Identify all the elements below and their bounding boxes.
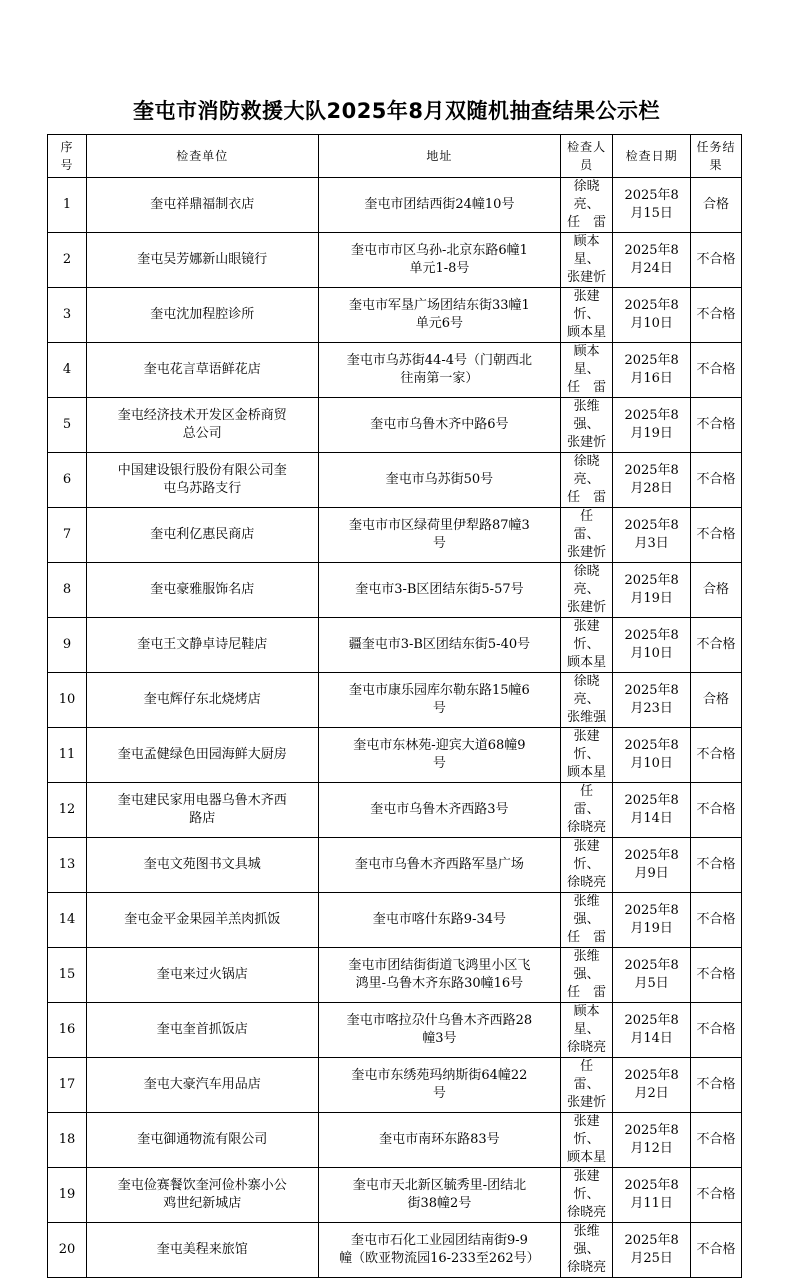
- cell-unit: 奎屯大豪汽车用品店: [86, 1058, 318, 1113]
- cell-unit: 奎屯金平金果园羊羔肉抓饭: [86, 893, 318, 948]
- cell-date: 2025年8 月9日: [613, 838, 691, 893]
- cell-inspectors: 徐晓亮、 任 雷: [561, 178, 613, 233]
- cell-inspectors: 任 雷、 张建忻: [561, 508, 613, 563]
- cell-no: 12: [48, 783, 87, 838]
- cell-unit: 中国建设银行股份有限公司奎 屯乌苏路支行: [86, 453, 318, 508]
- cell-unit: 奎屯利亿惠民商店: [86, 508, 318, 563]
- cell-unit: 奎屯奎首抓饭店: [86, 1003, 318, 1058]
- cell-no: 1: [48, 178, 87, 233]
- cell-date: 2025年8 月14日: [613, 783, 691, 838]
- cell-no: 4: [48, 343, 87, 398]
- table-row: [48, 728, 742, 783]
- table-row: [48, 783, 742, 838]
- page-title: 奎屯市消防救援大队2025年8月双随机抽查结果公示栏: [132, 99, 661, 123]
- cell-date: 2025年8 月19日: [613, 893, 691, 948]
- cell-result: 不合格: [691, 948, 742, 1003]
- cell-address: 奎屯市康乐园库尔勒东路15幢6 号: [318, 673, 561, 728]
- cell-unit: 奎屯辉仔东北烧烤店: [86, 673, 318, 728]
- header-no: 序 号: [48, 135, 87, 178]
- cell-address: 奎屯市团结街街道飞鸿里小区飞 鸿里-乌鲁木齐东路30幢16号: [318, 948, 561, 1003]
- cell-date: 2025年8 月10日: [613, 728, 691, 783]
- cell-result: 合格: [691, 563, 742, 618]
- table-row: [48, 508, 742, 563]
- cell-address: 奎屯市市区绿荷里伊犁路87幢3 号: [318, 508, 561, 563]
- cell-no: 11: [48, 728, 87, 783]
- cell-address: 奎屯市乌鲁木齐中路6号: [318, 398, 561, 453]
- cell-result: 不合格: [691, 1003, 742, 1058]
- header-address: 地址: [318, 135, 561, 178]
- cell-date: 2025年8 月25日: [613, 1223, 691, 1278]
- cell-date: 2025年8 月3日: [613, 508, 691, 563]
- cell-no: 6: [48, 453, 87, 508]
- cell-inspectors: 徐晓亮、 张维强: [561, 673, 613, 728]
- cell-unit: 奎屯文苑图书文具城: [86, 838, 318, 893]
- header-inspectors: 检查人 员: [561, 135, 613, 178]
- cell-result: 不合格: [691, 893, 742, 948]
- cell-address: 奎屯市天北新区毓秀里-团结北 街38幢2号: [318, 1168, 561, 1223]
- cell-address: 奎屯市东林苑-迎宾大道68幢9 号: [318, 728, 561, 783]
- cell-inspectors: 顾本星、 张建忻: [561, 233, 613, 288]
- table-row: [48, 1113, 742, 1168]
- cell-inspectors: 张建忻、 顾本星: [561, 288, 613, 343]
- cell-unit: 奎屯沈加程腔诊所: [86, 288, 318, 343]
- table-row: [48, 838, 742, 893]
- table-header-row: [48, 135, 742, 178]
- table-row: [48, 178, 742, 233]
- cell-result: 不合格: [691, 233, 742, 288]
- cell-address: 奎屯市3-B区团结东街5-57号: [318, 563, 561, 618]
- cell-no: 14: [48, 893, 87, 948]
- cell-unit: 奎屯吴芳娜新山眼镜行: [86, 233, 318, 288]
- cell-unit: 奎屯豪雅服饰名店: [86, 563, 318, 618]
- cell-no: 18: [48, 1113, 87, 1168]
- cell-address: 奎屯市乌鲁木齐西路军垦广场: [318, 838, 561, 893]
- cell-no: 3: [48, 288, 87, 343]
- cell-no: 16: [48, 1003, 87, 1058]
- table-row: [48, 893, 742, 948]
- cell-inspectors: 张建忻、 顾本星: [561, 1113, 613, 1168]
- cell-result: 不合格: [691, 398, 742, 453]
- cell-date: 2025年8 月24日: [613, 233, 691, 288]
- table-row: [48, 288, 742, 343]
- cell-no: 20: [48, 1223, 87, 1278]
- cell-result: 不合格: [691, 838, 742, 893]
- cell-no: 10: [48, 673, 87, 728]
- cell-result: 不合格: [691, 343, 742, 398]
- cell-address: 奎屯市喀拉尕什乌鲁木齐西路28 幢3号: [318, 1003, 561, 1058]
- cell-inspectors: 张建忻、 徐晓亮: [561, 1168, 613, 1223]
- cell-address: 奎屯市军垦广场团结东街33幢1 单元6号: [318, 288, 561, 343]
- cell-address: 奎屯市乌苏街50号: [318, 453, 561, 508]
- table-row: [48, 563, 742, 618]
- cell-no: 5: [48, 398, 87, 453]
- table-row: [48, 1168, 742, 1223]
- cell-no: 7: [48, 508, 87, 563]
- cell-inspectors: 张维强、 任 雷: [561, 948, 613, 1003]
- cell-address: 奎屯市乌鲁木齐西路3号: [318, 783, 561, 838]
- cell-address: 奎屯市市区乌孙-北京东路6幢1 单元1-8号: [318, 233, 561, 288]
- cell-address: 奎屯市石化工业园团结南街9-9 幢（欧亚物流园16-233至262号）: [318, 1223, 561, 1278]
- table-row: [48, 398, 742, 453]
- cell-result: 不合格: [691, 783, 742, 838]
- cell-inspectors: 张建忻、 徐晓亮: [561, 838, 613, 893]
- cell-result: 不合格: [691, 618, 742, 673]
- inspection-results-table: [47, 134, 742, 1278]
- header-date: 检查日期: [613, 135, 691, 178]
- header-unit: 检查单位: [86, 135, 318, 178]
- cell-address: 奎屯市喀什东路9-34号: [318, 893, 561, 948]
- cell-no: 19: [48, 1168, 87, 1223]
- cell-result: 不合格: [691, 728, 742, 783]
- cell-date: 2025年8 月23日: [613, 673, 691, 728]
- table-row: [48, 948, 742, 1003]
- cell-inspectors: 徐晓亮、 任 雷: [561, 453, 613, 508]
- cell-unit: 奎屯俭赛餐饮奎河俭朴寨小公 鸡世纪新城店: [86, 1168, 318, 1223]
- cell-address: 奎屯市南环东路83号: [318, 1113, 561, 1168]
- cell-date: 2025年8 月5日: [613, 948, 691, 1003]
- cell-date: 2025年8 月10日: [613, 618, 691, 673]
- cell-inspectors: 张维强、 徐晓亮: [561, 1223, 613, 1278]
- cell-date: 2025年8 月14日: [613, 1003, 691, 1058]
- table-row: [48, 673, 742, 728]
- cell-address: 奎屯市东绣苑玛纳斯街64幢22 号: [318, 1058, 561, 1113]
- cell-result: 不合格: [691, 1223, 742, 1278]
- cell-address: 奎屯市乌苏街44-4号（门朝西北 往南第一家）: [318, 343, 561, 398]
- cell-inspectors: 张维强、 张建忻: [561, 398, 613, 453]
- cell-date: 2025年8 月2日: [613, 1058, 691, 1113]
- cell-result: 不合格: [691, 1058, 742, 1113]
- cell-unit: 奎屯孟健绿色田园海鲜大厨房: [86, 728, 318, 783]
- table-row: [48, 233, 742, 288]
- cell-unit: 奎屯来过火锅店: [86, 948, 318, 1003]
- cell-no: 2: [48, 233, 87, 288]
- cell-result: 不合格: [691, 1168, 742, 1223]
- cell-no: 15: [48, 948, 87, 1003]
- cell-inspectors: 徐晓亮、 张建忻: [561, 563, 613, 618]
- cell-unit: 奎屯御通物流有限公司: [86, 1113, 318, 1168]
- cell-unit: 奎屯建民家用电器乌鲁木齐西 路店: [86, 783, 318, 838]
- cell-result: 合格: [691, 673, 742, 728]
- cell-unit: 奎屯花言草语鲜花店: [86, 343, 318, 398]
- cell-unit: 奎屯美程来旅馆: [86, 1223, 318, 1278]
- cell-inspectors: 张建忻、 顾本星: [561, 618, 613, 673]
- cell-unit: 奎屯王文静卓诗尼鞋店: [86, 618, 318, 673]
- cell-no: 17: [48, 1058, 87, 1113]
- cell-date: 2025年8 月28日: [613, 453, 691, 508]
- table-row: [48, 1223, 742, 1278]
- cell-no: 13: [48, 838, 87, 893]
- cell-date: 2025年8 月16日: [613, 343, 691, 398]
- cell-address: 奎屯市团结西街24幢10号: [318, 178, 561, 233]
- cell-result: 不合格: [691, 1113, 742, 1168]
- cell-unit: 奎屯祥鼎福制衣店: [86, 178, 318, 233]
- cell-inspectors: 顾本星、 任 雷: [561, 343, 613, 398]
- cell-no: 8: [48, 563, 87, 618]
- cell-date: 2025年8 月11日: [613, 1168, 691, 1223]
- cell-date: 2025年8 月19日: [613, 563, 691, 618]
- cell-date: 2025年8 月19日: [613, 398, 691, 453]
- cell-inspectors: 任 雷、 徐晓亮: [561, 783, 613, 838]
- cell-date: 2025年8 月12日: [613, 1113, 691, 1168]
- table-row: [48, 618, 742, 673]
- cell-inspectors: 张建忻、 顾本星: [561, 728, 613, 783]
- cell-result: 不合格: [691, 288, 742, 343]
- cell-date: 2025年8 月10日: [613, 288, 691, 343]
- cell-date: 2025年8 月15日: [613, 178, 691, 233]
- cell-result: 不合格: [691, 508, 742, 563]
- cell-unit: 奎屯经济技术开发区金桥商贸 总公司: [86, 398, 318, 453]
- table-row: [48, 453, 742, 508]
- header-result: 任务结 果: [691, 135, 742, 178]
- cell-address: 疆奎屯市3-B区团结东街5-40号: [318, 618, 561, 673]
- cell-inspectors: 任 雷、 张建忻: [561, 1058, 613, 1113]
- cell-inspectors: 张维强、 任 雷: [561, 893, 613, 948]
- table-row: [48, 1003, 742, 1058]
- cell-result: 不合格: [691, 453, 742, 508]
- table-row: [48, 343, 742, 398]
- table-row: [48, 1058, 742, 1113]
- cell-result: 合格: [691, 178, 742, 233]
- cell-no: 9: [48, 618, 87, 673]
- cell-inspectors: 顾本星、 徐晓亮: [561, 1003, 613, 1058]
